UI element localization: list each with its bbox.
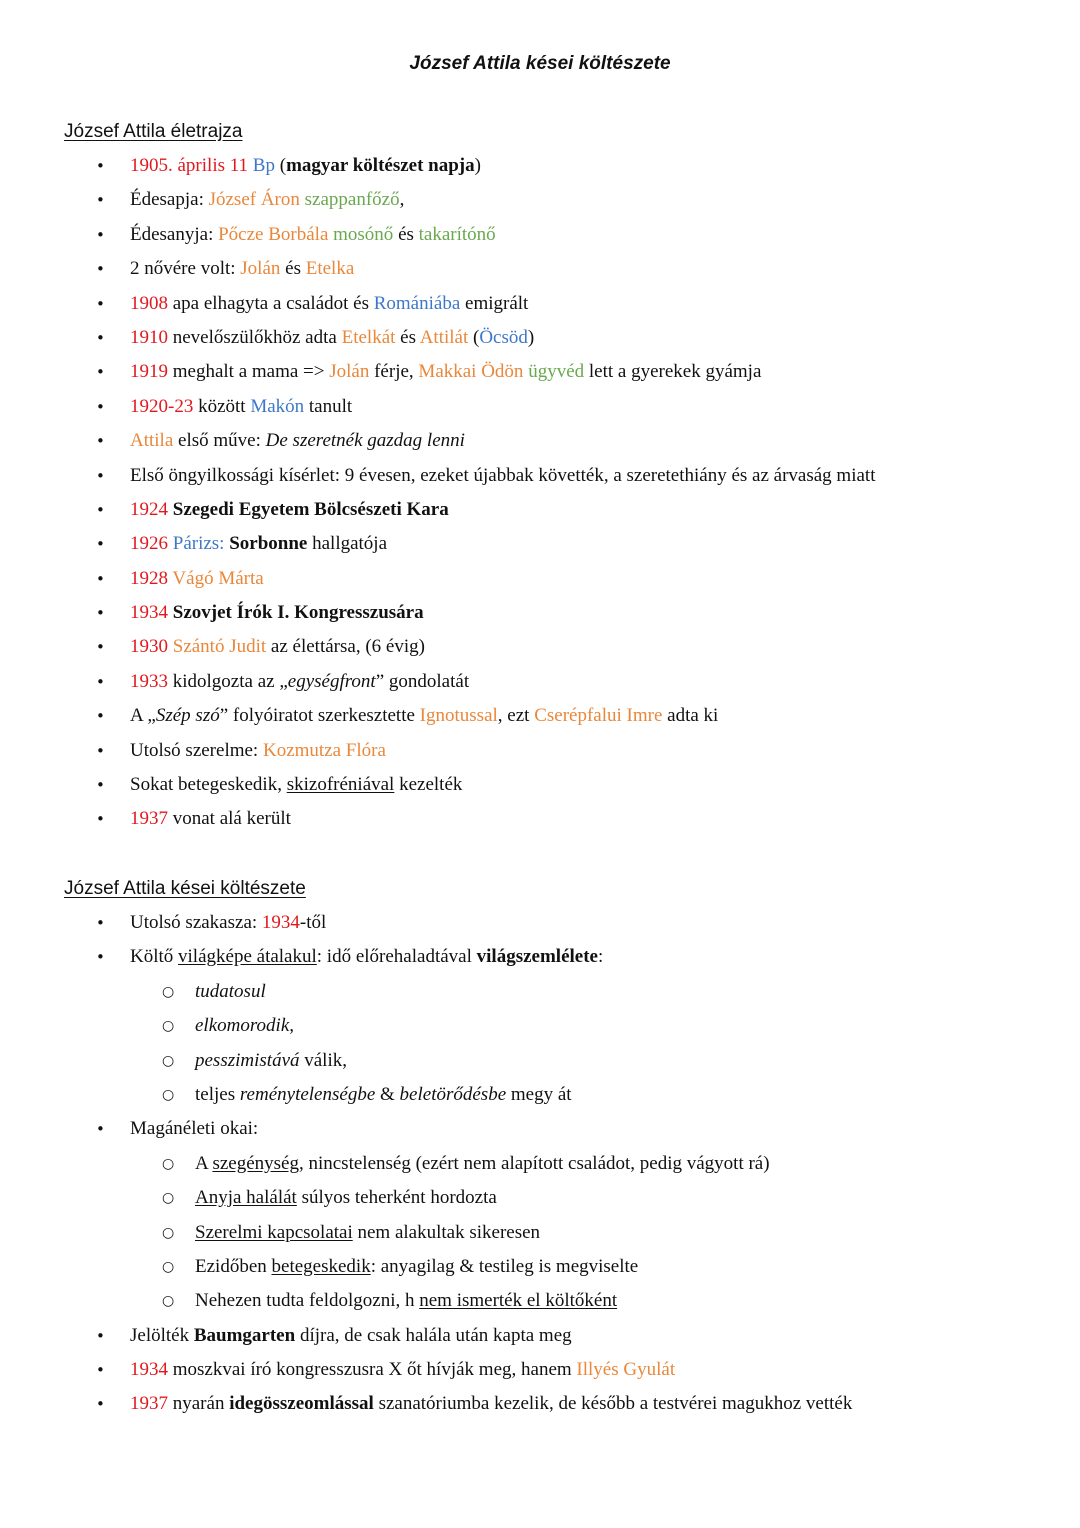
text-segment: Vágó Márta <box>172 567 264 589</box>
text-segment: tudatosul <box>195 980 266 1002</box>
text-segment: Cserépfalui Imre <box>534 705 663 727</box>
text-segment: Első öngyilkossági kísérlet: 9 évesen, ezeket újabbak követték, a szeretethiány és az árvaság miatt <box>130 464 876 486</box>
text-segment: Bp <box>252 155 275 176</box>
text-segment: Sorbonne <box>229 533 308 555</box>
text-segment: tanult <box>304 395 353 417</box>
text-segment: világképe átalakul <box>178 946 317 968</box>
list-item <box>0 1319 1080 1353</box>
text-segment: Utolsó szerelme: <box>130 739 263 761</box>
text-segment: 1930 <box>130 636 173 658</box>
text-segment: ) <box>474 155 481 176</box>
text-segment: az élettársa, (6 évig) <box>266 636 425 658</box>
hollow-bullet-icon: ○ <box>162 1052 175 1069</box>
sub-list-item <box>0 1078 1080 1112</box>
text-segment: József Áron <box>208 189 305 211</box>
hollow-bullet-icon: ○ <box>162 1224 175 1241</box>
text-segment: és <box>395 326 420 348</box>
hollow-bullet-icon: ○ <box>162 1190 175 1207</box>
text-segment: és <box>393 223 419 245</box>
hollow-bullet-icon: ○ <box>162 1086 175 1103</box>
text-segment: 1924 <box>130 498 173 520</box>
bullet-icon: • <box>96 432 105 451</box>
text-segment: : idő előrehaladtával <box>316 946 477 968</box>
list-item <box>0 459 1080 493</box>
bullet-icon: • <box>96 810 105 829</box>
text-segment: Szegedi Egyetem Bölcsészeti Kara <box>172 498 449 520</box>
text-segment: első műve: <box>173 430 266 452</box>
sub-list-item <box>0 1044 1080 1078</box>
list-item <box>0 183 1080 217</box>
text-segment: Illyés Gyulát <box>576 1359 676 1381</box>
text-segment: Attila <box>130 430 174 452</box>
text-segment: 1933 <box>130 670 168 692</box>
text-segment: Szép szó <box>155 705 220 727</box>
list-item <box>0 596 1080 630</box>
list-item <box>0 906 1080 940</box>
text-segment: Szerelmi kapcsolatai <box>195 1221 353 1243</box>
sub-list-item <box>0 1181 1080 1215</box>
hollow-bullet-icon: ○ <box>162 983 175 1000</box>
text-segment: ( <box>468 326 480 348</box>
text-segment: ügyvéd <box>528 361 585 383</box>
bullet-icon: • <box>96 604 105 623</box>
list-item <box>0 390 1080 424</box>
list-item <box>0 252 1080 286</box>
text-segment: ( <box>274 155 287 176</box>
list-item <box>0 1387 1080 1421</box>
text-segment: kezelték <box>394 774 463 796</box>
text-segment: szanatóriumba kezelik, de később a testvérei magukhoz vették <box>373 1393 853 1415</box>
bullet-icon: • <box>96 225 105 244</box>
list-item <box>0 1353 1080 1387</box>
text-segment: apa elhagyta a családot és <box>168 292 374 314</box>
text-segment: meghalt a mama => <box>168 361 330 383</box>
text-segment: szappanfőző <box>304 189 400 211</box>
text-segment: nyarán <box>168 1393 230 1415</box>
text-segment: Jelölték <box>130 1324 194 1346</box>
text-segment: Szovjet Írók I. Kongresszusára <box>172 602 424 624</box>
list-item <box>0 1112 1080 1146</box>
list-item <box>0 665 1080 699</box>
text-segment: Etelkát <box>341 326 396 348</box>
text-segment: pesszimistává <box>195 1049 300 1071</box>
text-segment: Magánéleti okai: <box>130 1118 259 1140</box>
bullet-icon: • <box>96 1395 105 1414</box>
bullet-icon: • <box>96 535 105 554</box>
text-segment: teljes <box>195 1083 240 1105</box>
sub-list-item <box>0 1284 1080 1318</box>
text-segment: Édesanyja: <box>130 223 219 245</box>
bullet-icon: • <box>96 569 105 588</box>
text-segment: takarítónő <box>418 223 496 245</box>
list-item <box>0 149 1080 183</box>
text-segment: Öcsöd <box>479 326 528 348</box>
text-segment: megy át <box>506 1083 572 1105</box>
bullet-icon: • <box>96 741 105 760</box>
text-segment: 1926 <box>130 533 173 555</box>
text-segment: egységfront <box>287 670 376 692</box>
bullet-icon: • <box>96 294 105 313</box>
text-segment: emigrált <box>460 292 529 314</box>
text-segment: adta ki <box>662 705 719 727</box>
hollow-bullet-icon: ○ <box>162 1293 175 1310</box>
text-segment: Makkai Ödön <box>418 361 529 383</box>
list-item <box>0 768 1080 802</box>
sub-list-item <box>0 975 1080 1009</box>
text-segment: mosónő <box>333 223 394 245</box>
text-segment: Jolán <box>240 258 281 280</box>
text-segment: Anyja halálát <box>195 1187 297 1209</box>
sub-list-item <box>0 1250 1080 1284</box>
text-segment: : <box>597 946 604 968</box>
bullet-icon: • <box>96 672 105 691</box>
text-segment: nem ismerték el költőként <box>419 1290 618 1312</box>
text-segment: ” folyóiratot szerkesztette <box>219 705 420 727</box>
text-segment: világszemlélete <box>476 946 598 968</box>
sub-list-item <box>0 1216 1080 1250</box>
list-item <box>0 321 1080 355</box>
text-segment: Baumgarten <box>193 1324 296 1346</box>
text-segment: magyar költészet napja <box>286 155 475 176</box>
list-item <box>0 940 1080 974</box>
text-segment: & <box>375 1083 400 1105</box>
text-segment: lett a gyerekek gyámja <box>584 361 762 383</box>
text-segment: 1919 <box>130 361 168 383</box>
text-segment: moszkvai író kongresszusra X őt hívják meg, hanem <box>168 1359 577 1381</box>
bullet-icon: • <box>96 914 105 932</box>
text-segment: Jolán <box>329 361 370 383</box>
list-item <box>0 424 1080 458</box>
document-title: József Attila kései költészete <box>409 53 671 74</box>
bullet-icon: • <box>96 638 105 657</box>
text-segment: szegénység <box>212 1152 299 1174</box>
text-segment: 1910 <box>130 326 168 348</box>
text-segment: Romániába <box>373 292 461 314</box>
text-segment: De szeretnék gazdag lenni <box>265 430 465 452</box>
text-segment: férje, <box>369 361 419 383</box>
bullet-icon: • <box>96 500 105 519</box>
list-item <box>0 287 1080 321</box>
text-segment: -től <box>299 912 327 933</box>
text-segment: Szántó Judit <box>172 636 267 658</box>
text-segment: Költő <box>130 946 179 968</box>
text-segment: Ignotussal <box>419 705 498 727</box>
bullet-icon: • <box>96 1120 105 1139</box>
hollow-bullet-icon: ○ <box>162 1155 175 1172</box>
text-segment: elkomorodik, <box>195 1015 295 1037</box>
text-segment: skizofréniával <box>286 774 395 796</box>
text-segment: súlyos teherként hordozta <box>296 1187 497 1209</box>
text-segment: Pőcze Borbála <box>218 223 334 245</box>
text-segment: Etelka <box>305 258 355 280</box>
text-segment: , nincstelenség (ezért nem alapított családot, pedig vágyott rá) <box>298 1152 770 1174</box>
hollow-bullet-icon: ○ <box>162 1018 175 1035</box>
text-segment: 1934 <box>130 1359 168 1381</box>
list-item <box>0 562 1080 596</box>
section-heading-late-poetry: József Attila kései költészete <box>64 878 306 899</box>
text-segment: , ezt <box>497 705 535 727</box>
list-item <box>0 802 1080 836</box>
bullet-icon: • <box>96 948 105 967</box>
text-segment: A <box>195 1152 213 1174</box>
list-item <box>0 734 1080 768</box>
text-segment: nevelőszülőkhöz adta <box>168 326 342 348</box>
sub-list-item <box>0 1009 1080 1043</box>
text-segment: 1937 <box>130 1393 168 1415</box>
text-segment: kidolgozta az „ <box>168 670 288 692</box>
late-poetry-list <box>0 906 1080 1422</box>
text-segment: Makón <box>250 395 305 417</box>
text-segment: Utolsó szakasza: <box>130 912 262 933</box>
text-segment: Ezidőben <box>195 1255 272 1277</box>
biography-list <box>0 149 1080 837</box>
bullet-icon: • <box>96 157 105 175</box>
bullet-icon: • <box>96 466 105 485</box>
bullet-icon: • <box>96 397 105 416</box>
text-segment: 1937 <box>130 808 168 830</box>
text-segment: nem alakultak sikeresen <box>352 1221 541 1243</box>
bullet-icon: • <box>96 1326 105 1345</box>
text-segment: válik, <box>299 1049 347 1071</box>
text-segment: Sokat betegeskedik, <box>130 774 287 796</box>
bullet-icon: • <box>96 363 105 382</box>
text-segment: 2 nővére volt: <box>130 258 241 280</box>
text-segment: között <box>193 395 251 417</box>
bullet-icon: • <box>96 328 105 347</box>
bullet-icon: • <box>96 191 105 210</box>
bullet-icon: • <box>96 260 105 279</box>
text-segment: , <box>399 189 405 211</box>
sub-list-item <box>0 1147 1080 1181</box>
list-item <box>0 699 1080 733</box>
text-segment: 1908 <box>130 292 168 314</box>
text-segment: 1905. április 11 <box>130 155 253 176</box>
text-segment: 1934 <box>261 912 300 933</box>
text-segment: Nehezen tudta feldolgozni, h <box>195 1290 420 1312</box>
list-item <box>0 218 1080 252</box>
text-segment: A „ <box>130 705 156 727</box>
text-segment: ) <box>527 326 535 348</box>
text-segment: hallgatója <box>307 533 388 555</box>
text-segment: 1928 <box>130 567 173 589</box>
list-item <box>0 493 1080 527</box>
text-segment: Párizs: <box>172 533 230 555</box>
text-segment: vonat alá került <box>168 808 291 830</box>
section-heading-biography: József Attila életrajza <box>64 121 243 142</box>
text-segment: 1920-23 <box>130 395 194 417</box>
bullet-icon: • <box>96 707 105 726</box>
list-item <box>0 630 1080 664</box>
text-segment: díjra, de csak halála után kapta meg <box>295 1324 572 1346</box>
text-segment: Attilát <box>419 326 469 348</box>
text-segment: Édesapja: <box>130 189 209 211</box>
bullet-icon: • <box>96 1361 105 1380</box>
hollow-bullet-icon: ○ <box>162 1258 175 1275</box>
text-segment: betegeskedik <box>271 1255 371 1277</box>
text-segment: reménytelenségbe <box>239 1083 376 1105</box>
list-item <box>0 527 1080 561</box>
text-segment: : anyagilag & testileg is megviselte <box>370 1255 639 1277</box>
bullet-icon: • <box>96 776 105 795</box>
list-item <box>0 355 1080 389</box>
text-segment: 1934 <box>130 602 173 624</box>
text-segment: ” gondolatát <box>375 670 470 692</box>
text-segment: és <box>280 258 306 280</box>
text-segment: idegösszeomlással <box>229 1393 374 1415</box>
text-segment: Kozmutza Flóra <box>262 739 386 761</box>
text-segment: beletörődésbe <box>399 1083 507 1105</box>
